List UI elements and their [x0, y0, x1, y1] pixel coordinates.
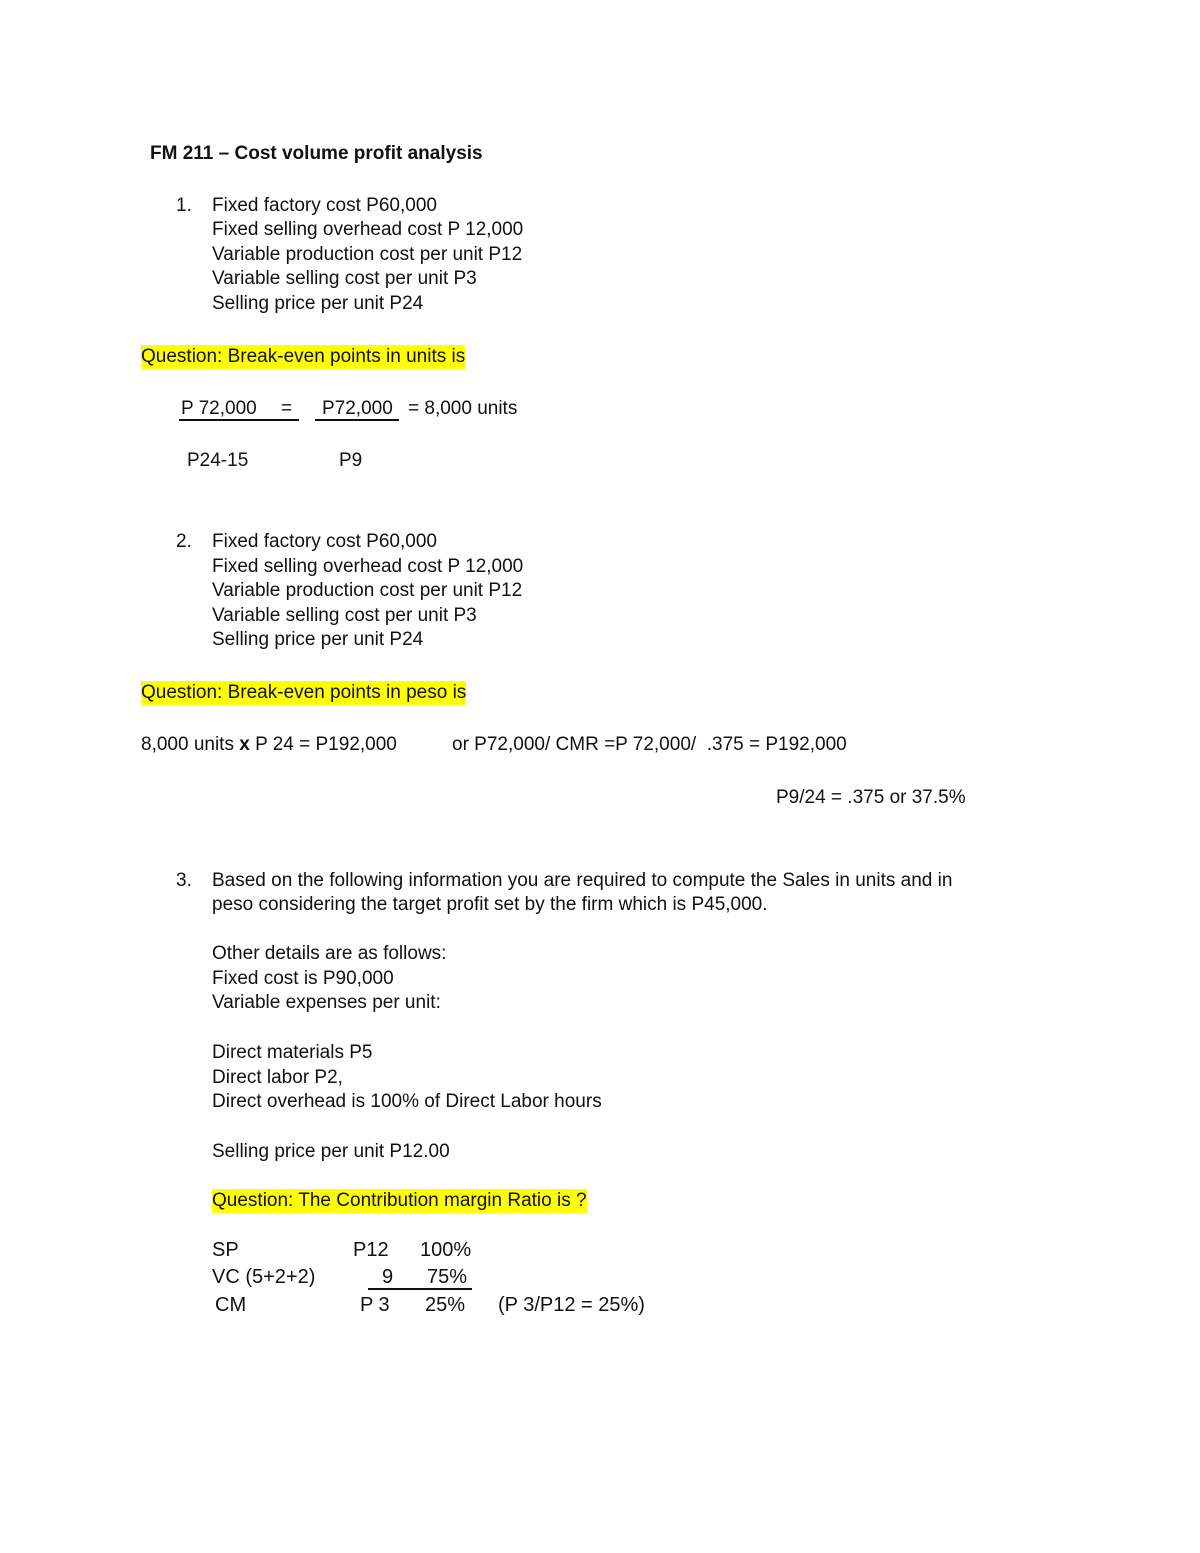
problem2-line-1: Fixed factory cost P60,000: [212, 531, 437, 552]
problem1-equals: =: [281, 398, 293, 419]
problem2-line-3: Variable production cost per unit P12: [212, 580, 523, 601]
problem2-cmr-note: P9/24 = .375 or 37.5%: [776, 787, 966, 808]
problem1-denominator-2: P9: [339, 450, 363, 471]
problem2-calc-right: or P72,000/ CMR =P 72,000/ .375 = P192,000: [452, 734, 847, 755]
problem3-number: 3.: [176, 870, 192, 891]
table-row-vc-label: VC (5+2+2): [212, 1266, 316, 1288]
problem3-intro-1: Based on the following information you are required to compute the Sales in units and in: [212, 870, 953, 891]
problem3-selling-price: Selling price per unit P12.00: [212, 1141, 450, 1162]
problem2-calc-left-b: P 24 = P192,000: [249, 734, 397, 755]
problem2-line-2: Fixed selling overhead cost P 12,000: [212, 556, 524, 577]
problem3-fixed-cost: Fixed cost is P90,000: [212, 968, 394, 989]
table-row-cm-pct: 25%: [425, 1294, 466, 1316]
problem1-line-3: Variable production cost per unit P12: [212, 244, 523, 265]
problem1-fraction-bar-2: [315, 419, 399, 421]
problem1-question: Question: Break-even points in units is: [141, 346, 466, 367]
table-row-cm-label: CM: [215, 1294, 247, 1316]
problem3-direct-labor: Direct labor P2,: [212, 1067, 343, 1088]
page-title: FM 211 – Cost volume profit analysis: [150, 143, 483, 164]
problem2-line-4: Variable selling cost per unit P3: [212, 605, 477, 626]
problem3-variable-heading: Variable expenses per unit:: [212, 992, 441, 1013]
table-row-vc-amount: 9: [382, 1266, 394, 1288]
problem3-question: Question: The Contribution margin Ratio is ?: [212, 1190, 587, 1211]
problem2-number: 2.: [176, 531, 192, 552]
table-row-sp-amount: P12: [353, 1239, 389, 1261]
problem1-line-4: Variable selling cost per unit P3: [212, 268, 477, 289]
table-row-sp-pct: 100%: [420, 1239, 472, 1261]
problem3-direct-materials: Direct materials P5: [212, 1042, 373, 1063]
problem2-calc-left-a: 8,000 units: [141, 734, 240, 755]
problem1-result: = 8,000 units: [408, 398, 518, 419]
problem3-intro-2: peso considering the target profit set by the firm which is P45,000.: [212, 894, 768, 915]
problem1-numerator-1: P 72,000: [181, 398, 257, 419]
problem1-fraction-bar-1: [179, 419, 299, 421]
table-total-rule: [368, 1288, 472, 1290]
problem2-calc-times: x: [239, 734, 250, 755]
problem3-details-heading: Other details are as follows:: [212, 943, 447, 964]
problem1-numerator-2: P72,000: [322, 398, 393, 419]
table-row-sp-label: SP: [212, 1239, 239, 1261]
problem1-number: 1.: [176, 195, 192, 216]
table-row-cm-amount: P 3: [360, 1294, 390, 1316]
problem2-line-5: Selling price per unit P24: [212, 629, 424, 650]
table-row-cm-note: (P 3/P12 = 25%): [498, 1294, 645, 1316]
problem2-question: Question: Break-even points in peso is: [141, 682, 467, 703]
problem1-denominator-1: P24-15: [187, 450, 249, 471]
problem3-direct-overhead: Direct overhead is 100% of Direct Labor hours: [212, 1091, 602, 1112]
problem2-calc-left: [141, 733, 397, 757]
problem1-line-5: Selling price per unit P24: [212, 293, 424, 314]
problem1-line-2: Fixed selling overhead cost P 12,000: [212, 219, 524, 240]
problem1-line-1: Fixed factory cost P60,000: [212, 195, 437, 216]
table-row-vc-pct: 75%: [427, 1266, 468, 1288]
